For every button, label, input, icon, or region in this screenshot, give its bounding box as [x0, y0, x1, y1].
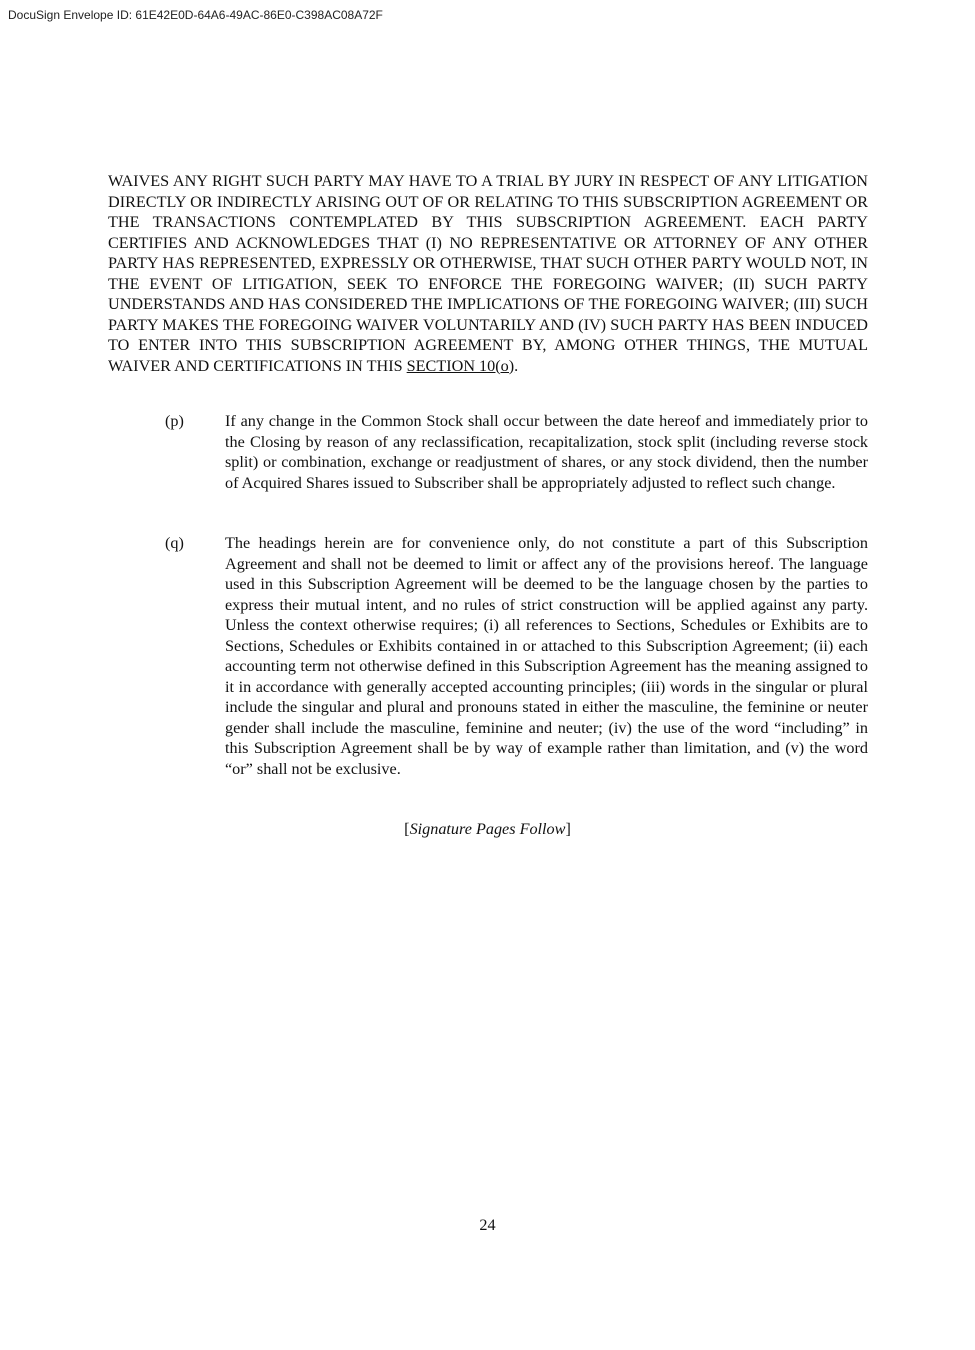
section-reference: SECTION 10(o): [406, 356, 515, 375]
docusign-envelope-id: DocuSign Envelope ID: 61E42E0D-64A6-49AC-86E0-C398AC08A72F: [8, 8, 383, 22]
clause-p-label: (p): [165, 412, 184, 430]
signature-note-text: Signature Pages Follow: [409, 820, 566, 838]
signature-pages-follow-note: [0, 819, 975, 840]
waiver-paragraph: [108, 171, 868, 376]
clause-q-label: (q): [165, 534, 184, 552]
clause-p-text: If any change in the Common Stock shall occur between the date hereof and immediately prior to the Closing by reason of any reclassification, recapitalization, stock split (including reverse stock split) or combination, exchange or readjustment of shares, or any stock dividend, then the number of Acquired Shares issued to Subscriber shall be appropriately adjusted to reflect such change.: [225, 412, 868, 492]
signature-note-close-bracket: ]: [565, 820, 571, 838]
waiver-paragraph-end: .: [514, 356, 519, 375]
signature-note-open-bracket: [: [404, 820, 410, 838]
waiver-paragraph-text: WAIVES ANY RIGHT SUCH PARTY MAY HAVE TO A TRIAL BY JURY IN RESPECT OF ANY LITIGATION DIRECTLY OR INDIRECTLY ARISING OUT OF OR RELATING TO THIS SUBSCRIPTION AGREEMENT OR THE TRANSACTIONS CONTEMPLATED BY THIS SUBSCRIPTION AGREEMENT. EACH PARTY CERTIFIES AND ACKNOWLEDGES THAT (I) NO REPRESENTATIVE OR ATTORNEY OF ANY OTHER PARTY HAS REPRESENTED, EXPRESSLY OR OTHERWISE, THAT SUCH OTHER PARTY WOULD NOT, IN THE EVENT OF LITIGATION, SEEK TO ENFORCE THE FOREGOING WAIVER; (II) SUCH PARTY UNDERSTANDS AND HAS CONSIDERED THE IMPLICATIONS OF THE FOREGOING WAIVER; (III) SUCH PARTY MAKES THE FOREGOING WAIVER VOLUNTARILY AND (IV) SUCH PARTY HAS BEEN INDUCED TO ENTER INTO THIS SUBSCRIPTION AGREEMENT BY, AMONG OTHER THINGS, THE MUTUAL WAIVER AND CERTIFICATIONS IN THIS: [108, 172, 868, 375]
clause-q-text: The headings herein are for convenience only, do not constitute a part of this Subscription Agreement and shall not be deemed to limit or affect any of the provisions hereof. The language used in this Subscription Agreement will be deemed to be the language chosen by the parties to express their mutual intent, and no rules of strict construction will be applied against any party. Unless the context otherwise requires; (i) all references to Sections, Schedules or Exhibits are to Sections, Schedules or Exhibits contained in or attached to this Subscription Agreement; (ii) each accounting term not otherwise defined in this Subscription Agreement has the meaning assigned to it in accordance with generally accepted accounting principles; (iii) words in the singular or plural include the singular and plural and pronouns stated in either the masculine, the feminine or neuter gender shall include the masculine, feminine and neuter; (iv) the use of the word “including” in this Subscription Agreement shall be by way of example rather than limitation, and (v) the word “or” shall not be exclusive.: [225, 534, 868, 778]
page-number: 24: [479, 1216, 496, 1234]
